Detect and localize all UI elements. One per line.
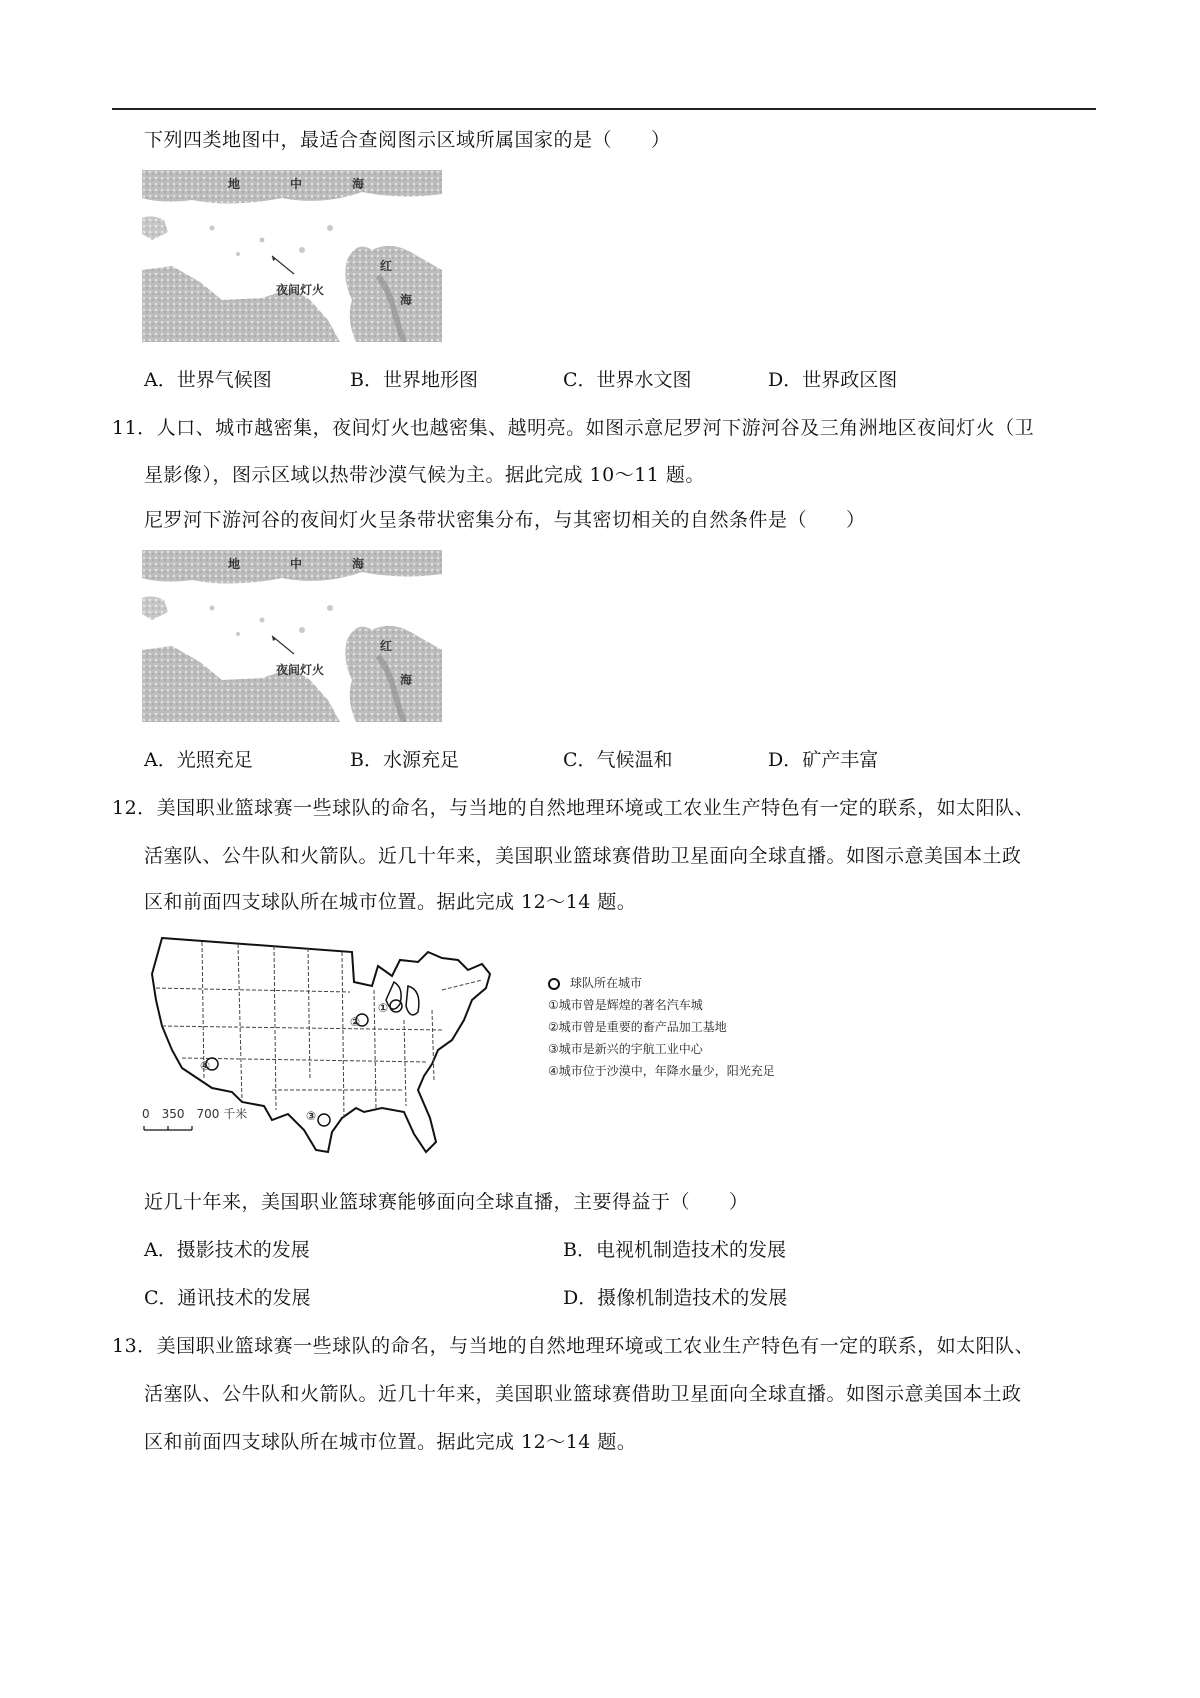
q11-option-b: B．水源充足 xyxy=(350,749,459,771)
map-label-night-lights: 夜间灯火 xyxy=(276,663,325,677)
q10-stem: 下列四类地图中，最适合查阅图示区域所属国家的是（ ） xyxy=(144,129,671,151)
map-label-sea2: 中 xyxy=(290,557,303,571)
q12-option-b: B．电视机制造技术的发展 xyxy=(563,1239,786,1261)
legend-item-2: ②城市曾是重要的畜产品加工基地 xyxy=(548,1020,727,1034)
map-label-red1: 红 xyxy=(380,259,393,273)
q12-intro-line1: 12．美国职业篮球赛一些球队的命名，与当地的自然地理环境或工农业生产特色有一定的联系，如太阳队、 xyxy=(112,797,1035,819)
legend-item-1: ①城市曾是辉煌的著名汽车城 xyxy=(548,998,703,1012)
usa-teams-map xyxy=(142,930,542,1170)
q13-intro-line3: 区和前面四支球队所在城市位置。据此完成 12～14 题。 xyxy=(144,1431,637,1453)
map-label-sea1: 地 xyxy=(228,557,241,571)
q10-option-b: B．世界地形图 xyxy=(350,369,478,391)
q12-intro-line3: 区和前面四支球队所在城市位置。据此完成 12～14 题。 xyxy=(144,891,637,913)
nile-night-lights-map-1 xyxy=(142,170,442,342)
legend-item-3: ③城市是新兴的宇航工业中心 xyxy=(548,1042,703,1056)
q12-stem: 近几十年来，美国职业篮球赛能够面向全球直播，主要得益于（ ） xyxy=(144,1191,749,1213)
q11-option-c: C．气候温和 xyxy=(563,749,673,771)
q11-stem: 尼罗河下游河谷的夜间灯火呈条带状密集分布，与其密切相关的自然条件是（ ） xyxy=(144,509,866,531)
map-label-red2: 海 xyxy=(400,293,413,307)
marker-4: ④ xyxy=(200,1059,211,1073)
q12-intro-line2: 活塞队、公牛队和火箭队。近几十年来，美国职业篮球赛借助卫星面向全球直播。如图示意美国本土政 xyxy=(144,845,1022,867)
map-label-red1: 红 xyxy=(380,639,393,653)
q10-option-a: A．世界气候图 xyxy=(144,369,272,391)
q11-option-a: A．光照充足 xyxy=(144,749,253,771)
header-rule xyxy=(112,108,1096,110)
marker-1: ① xyxy=(378,1001,389,1015)
map-label-sea1: 地 xyxy=(228,177,241,191)
q13-intro-line2: 活塞队、公牛队和火箭队。近几十年来，美国职业篮球赛借助卫星面向全球直播。如图示意美国本土政 xyxy=(144,1383,1022,1405)
q12-option-d: D．摄像机制造技术的发展 xyxy=(563,1287,788,1309)
q12-option-a: A．摄影技术的发展 xyxy=(144,1239,310,1261)
q11-intro-line1: 11．人口、城市越密集，夜间灯火也越密集、越明亮。如图示意尼罗河下游河谷及三角洲地区夜间灯火（卫 xyxy=(112,417,1035,439)
q11-option-d: D．矿产丰富 xyxy=(768,749,879,771)
map-label-red2: 海 xyxy=(400,673,413,687)
legend-item-4: ④城市位于沙漠中，年降水量少，阳光充足 xyxy=(548,1064,775,1078)
map-legend xyxy=(548,972,775,1082)
map-label-sea2: 中 xyxy=(290,177,303,191)
map-scale-label: 0 350 700 千米 xyxy=(142,1107,248,1121)
map-label-night-lights: 夜间灯火 xyxy=(276,283,325,297)
q13-intro-line1: 13．美国职业篮球赛一些球队的命名，与当地的自然地理环境或工农业生产特色有一定的联系，如太阳队、 xyxy=(112,1335,1035,1357)
marker-3: ③ xyxy=(306,1109,317,1123)
q12-option-c: C．通讯技术的发展 xyxy=(144,1287,311,1309)
q11-intro-line2: 星影像），图示区域以热带沙漠气候为主。据此完成 10～11 题。 xyxy=(144,464,705,486)
q10-option-d: D．世界政区图 xyxy=(768,369,898,391)
q10-option-c: C．世界水文图 xyxy=(563,369,692,391)
map-label-sea3: 海 xyxy=(352,177,365,191)
marker-2: ② xyxy=(350,1015,361,1029)
legend-item-city: 球队所在城市 xyxy=(548,972,775,994)
map-label-sea3: 海 xyxy=(352,557,365,571)
nile-night-lights-map-2 xyxy=(142,550,442,722)
